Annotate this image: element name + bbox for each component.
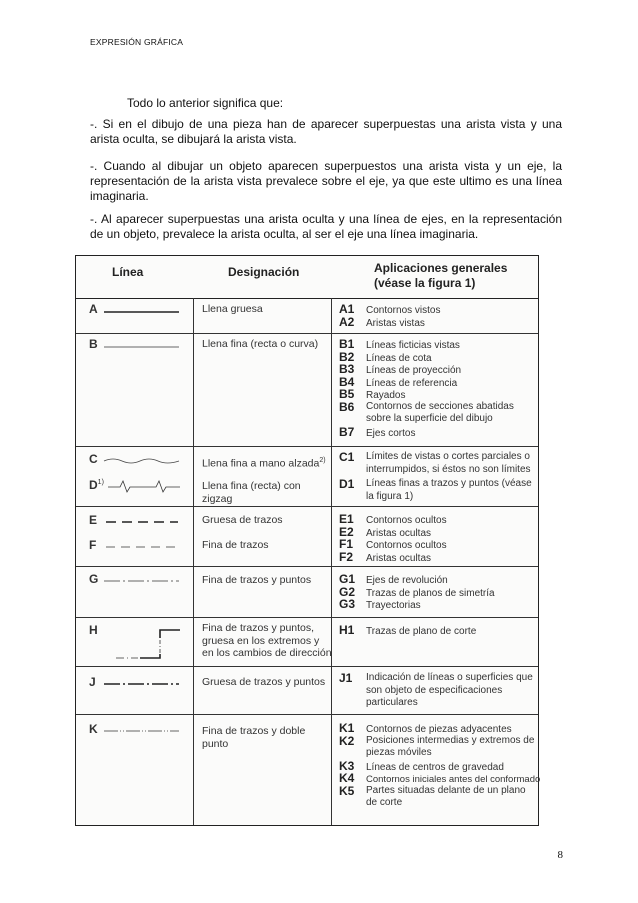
application-code: A2	[339, 314, 355, 329]
application-code: F2	[339, 549, 354, 564]
application-item	[339, 388, 539, 401]
application-code: B7	[339, 424, 355, 439]
application-item	[339, 316, 539, 329]
application-code: B3	[339, 362, 355, 376]
header-aplicaciones-ref: (véase la figura 1)	[374, 276, 476, 290]
application-code: F1	[339, 537, 354, 551]
application-item	[339, 551, 539, 564]
application-item	[339, 598, 539, 611]
line-sample-double-dash-dot	[104, 729, 179, 733]
row-divider	[76, 333, 538, 334]
paragraph-3: -. Al aparecer superpuestas una arista oculta y una línea de ejes, en la representación de un objeto, prevalece la arista oculta, al ser el eje una línea imaginaria.	[90, 212, 562, 241]
application-item	[339, 526, 539, 539]
intro-text: Todo lo anterior significa que:	[127, 96, 284, 110]
line-sample-dash-dot-thin	[104, 579, 179, 583]
table-header	[76, 256, 538, 299]
application-code: B6	[339, 399, 355, 414]
application-item	[339, 760, 539, 773]
line-sample-cutting-plane	[116, 628, 180, 658]
line-letter: A	[89, 302, 98, 316]
application-item	[339, 672, 539, 710]
application-code: D1	[339, 477, 355, 491]
application-text: Líneas finas a trazos y puntos (véase la figura 1)	[366, 478, 532, 502]
application-item	[339, 538, 539, 551]
row-divider	[76, 714, 538, 715]
applications	[339, 338, 539, 438]
application-code: E1	[339, 512, 354, 526]
application-code: G2	[339, 584, 356, 599]
application-code: K4	[339, 771, 355, 785]
line-letter: F	[89, 538, 97, 552]
application-code: K2	[339, 733, 355, 748]
application-text: Líneas de proyección	[366, 365, 462, 376]
application-item	[339, 376, 539, 389]
application-text: Líneas de cota	[366, 352, 432, 364]
application-code: K1	[339, 721, 355, 735]
line-sample-continuous-thin	[104, 345, 179, 349]
designation: Llena gruesa	[202, 303, 263, 315]
designation: Fina de trazos	[202, 539, 269, 551]
application-item	[339, 451, 539, 476]
line-types-table	[75, 255, 539, 826]
application-item	[339, 338, 539, 351]
application-text: Contornos ocultos	[366, 515, 447, 526]
line-letter: H	[89, 623, 98, 637]
line-letter: $D^{1)}$	[89, 478, 104, 492]
applications	[339, 451, 539, 476]
paragraph-1: -. Si en el dibujo de una pieza han de aparecer superpuestas una arista vista y una arista oculta, se dibujará la arista vista.	[90, 117, 562, 146]
application-code: K5	[339, 783, 355, 798]
application-item	[339, 722, 539, 735]
line-letter: K	[89, 722, 98, 736]
application-text: Indicación de líneas o superficies que son objeto de especificaciones particulares	[366, 672, 533, 708]
designation: Llena fina a mano alzada$^{2)}$	[202, 457, 326, 470]
application-text: Contornos de piezas adyacentes	[366, 724, 512, 735]
application-code: C1	[339, 450, 355, 464]
row-divider	[76, 506, 538, 507]
application-text: Aristas vistas	[366, 317, 425, 329]
row-divider	[76, 566, 538, 567]
applications	[339, 624, 539, 637]
designation: Fina de trazos y puntos, gruesa en los extremos y en los cambios de dirección	[202, 622, 332, 659]
designation: Fina de trazos y puntos	[202, 574, 312, 586]
application-code: H1	[339, 623, 355, 637]
application-text: Líneas ficticias vistas	[366, 340, 460, 351]
row-divider	[76, 666, 538, 667]
application-item	[339, 363, 539, 376]
application-text: Posiciones intermedias y extremos de piezas móviles	[366, 734, 535, 758]
application-code: K3	[339, 758, 355, 773]
designation: Fina de trazos y doble punto	[202, 725, 306, 750]
line-letter: G	[89, 572, 99, 586]
header-designacion: Designación	[228, 265, 300, 279]
application-item	[339, 772, 539, 785]
application-item	[339, 478, 539, 503]
application-code: G3	[339, 597, 356, 611]
line-letter: B	[89, 337, 98, 351]
application-text: Límites de vistas o cortes parciales o interrumpidos, si éstos no son límites	[366, 451, 531, 475]
line-letter: C	[89, 452, 98, 466]
line-letter: E	[89, 513, 98, 527]
application-code: A1	[339, 302, 355, 316]
application-item	[339, 426, 539, 439]
application-code: E2	[339, 524, 354, 539]
designation: Gruesa de trazos y puntos	[202, 676, 326, 688]
application-text: Trayectorias	[366, 600, 421, 611]
application-code: J1	[339, 671, 353, 685]
application-item	[339, 586, 539, 599]
column-divider-1	[193, 298, 194, 825]
applications	[339, 303, 539, 328]
application-text: Contornos iniciales antes del conformado	[366, 774, 541, 785]
line-sample-freehand	[104, 456, 179, 466]
applications	[339, 478, 539, 503]
row-divider	[76, 617, 538, 618]
applications	[339, 513, 539, 563]
application-text: Partes situadas delante de un plano de corte	[366, 784, 526, 808]
application-item	[339, 513, 539, 526]
line-sample-dashed-thin	[106, 545, 178, 549]
application-code: B2	[339, 349, 355, 364]
applications	[339, 722, 539, 810]
line-sample-continuous-thick	[104, 310, 179, 314]
application-text: Trazas de plano de corte	[366, 626, 477, 637]
line-sample-zigzag	[108, 479, 180, 493]
document-header: EXPRESIÓN GRÁFICA	[90, 37, 184, 47]
application-text: Contornos de secciones abatidas sobre la superficie del dibujo	[366, 400, 514, 424]
line-letter: J	[89, 675, 96, 689]
applications	[339, 672, 539, 710]
row-divider	[76, 446, 538, 447]
application-item	[339, 303, 539, 316]
application-item	[339, 573, 539, 586]
application-text: Ejes de revolución	[366, 575, 448, 586]
applications	[339, 573, 539, 611]
application-text: Aristas ocultas	[366, 552, 432, 564]
application-text: Rayados	[366, 390, 406, 401]
application-text: Líneas de referencia	[366, 377, 458, 389]
application-item	[339, 624, 539, 637]
application-text: Contornos ocultos	[366, 540, 447, 551]
application-text: Líneas de centros de gravedad	[366, 761, 504, 773]
application-code: B1	[339, 337, 355, 351]
application-code: B4	[339, 374, 355, 389]
designation: Gruesa de trazos	[202, 514, 283, 526]
application-text: Ejes cortos	[366, 427, 416, 439]
line-sample-dashed-thick	[106, 520, 178, 524]
application-item	[339, 401, 539, 426]
designation: Llena fina (recta o curva)	[202, 338, 319, 350]
application-item	[339, 351, 539, 364]
application-text: Contornos vistos	[366, 305, 441, 316]
application-item	[339, 735, 539, 760]
application-code: G1	[339, 572, 356, 586]
header-aplicaciones: Aplicaciones generales	[374, 261, 508, 275]
application-code: B5	[339, 387, 355, 401]
designation: Llena fina (recta) con zigzag	[202, 480, 301, 505]
page-number: 8	[557, 849, 563, 861]
header-linea: Línea	[112, 265, 144, 279]
application-item	[339, 785, 539, 810]
line-sample-dash-dot-thick	[104, 682, 179, 686]
paragraph-2: -. Cuando al dibujar un objeto aparecen superpuestos una arista vista y un eje, la representación de la arista vista prevalece sobre el eje, ya que este ultimo es una línea imaginaria.	[90, 159, 562, 203]
application-text: Aristas ocultas	[366, 527, 432, 539]
application-text: Trazas de planos de simetría	[366, 587, 495, 599]
